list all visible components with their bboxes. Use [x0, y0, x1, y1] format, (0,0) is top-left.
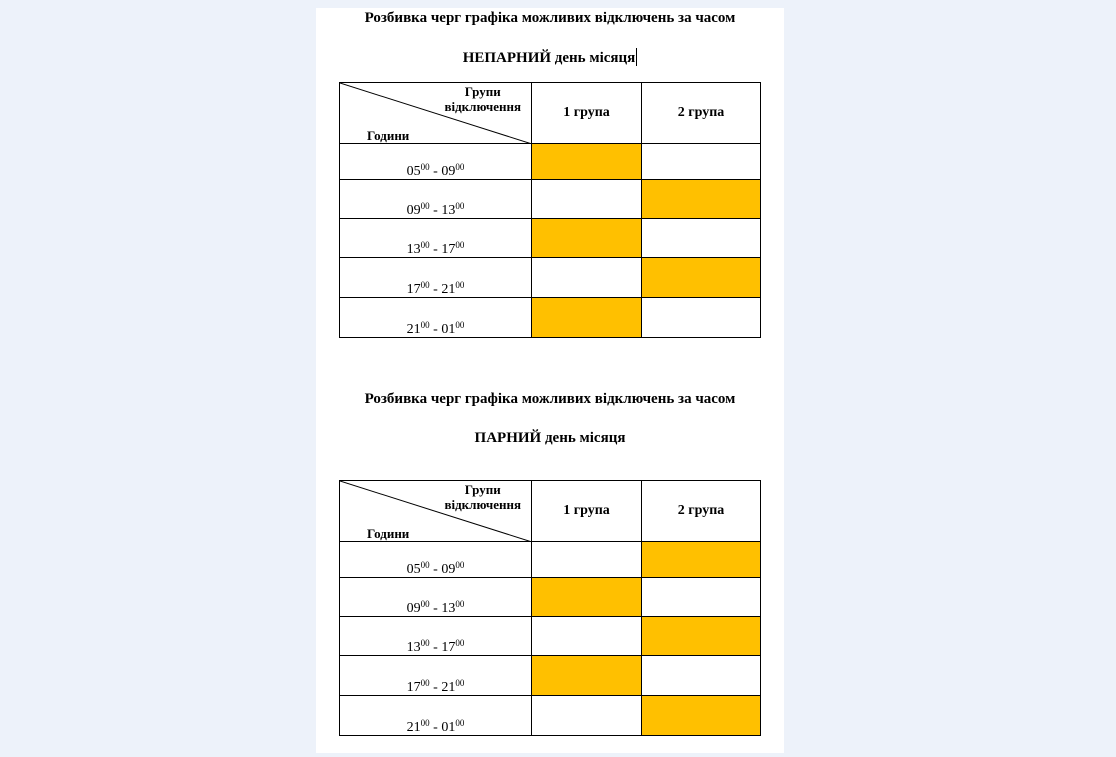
start-hour: 21 — [406, 720, 421, 735]
start-hour: 13 — [406, 640, 421, 655]
group1-slot — [532, 542, 642, 578]
group1-slot — [532, 656, 642, 696]
start-minutes: 00 — [420, 162, 430, 172]
range-dash: - — [429, 720, 442, 735]
time-row — [340, 180, 761, 219]
group2-header: 2 група — [642, 83, 761, 144]
schedule-subtitle-even: ПАРНИЙ день місяця — [474, 430, 626, 446]
start-minutes: 00 — [420, 599, 430, 609]
group2-slot — [642, 542, 761, 578]
time-row — [340, 219, 761, 258]
subtitle-text: НЕПАРНИЙ день місяця — [462, 50, 636, 66]
schedule-table-even — [339, 480, 761, 736]
group2-slot — [642, 656, 761, 696]
range-dash: - — [429, 164, 442, 179]
range-dash: - — [429, 640, 442, 655]
range-dash: - — [429, 680, 442, 695]
end-hour: 21 — [441, 680, 456, 695]
groups-label-line2: відключення — [444, 497, 521, 512]
time-slot-cell — [340, 144, 532, 180]
time-slot-cell — [340, 617, 532, 656]
end-minutes: 00 — [455, 280, 465, 290]
group2-slot — [642, 578, 761, 617]
end-minutes: 00 — [455, 162, 465, 172]
start-minutes: 00 — [420, 718, 430, 728]
group1-slot — [532, 144, 642, 180]
start-hour: 05 — [406, 562, 421, 577]
group2-slot — [642, 696, 761, 736]
groups-label — [444, 84, 521, 114]
group2-slot — [642, 298, 761, 338]
start-minutes: 00 — [420, 560, 430, 570]
range-dash: - — [429, 242, 442, 257]
hours-label: Години — [367, 128, 410, 143]
end-hour: 01 — [441, 322, 456, 337]
groups-label-line2: відключення — [444, 99, 521, 114]
group1-slot — [532, 298, 642, 338]
end-minutes: 00 — [455, 320, 465, 330]
schedule-table-odd — [339, 82, 761, 338]
time-slot-cell — [340, 542, 532, 578]
time-slot-cell — [340, 258, 532, 298]
schedule-title-odd: Розбивка черг графіка можливих відключень за часом — [364, 10, 736, 26]
group2-slot — [642, 180, 761, 219]
time-slot-cell — [340, 219, 532, 258]
end-hour: 09 — [441, 164, 456, 179]
header-row — [340, 83, 761, 144]
start-minutes: 00 — [420, 280, 430, 290]
end-minutes: 00 — [455, 599, 465, 609]
range-dash: - — [429, 601, 442, 616]
end-minutes: 00 — [455, 718, 465, 728]
start-hour: 09 — [406, 203, 421, 218]
end-hour: 13 — [441, 601, 456, 616]
group2-header: 2 група — [642, 481, 761, 542]
time-row — [340, 298, 761, 338]
text-cursor — [636, 48, 637, 66]
group1-slot — [532, 696, 642, 736]
group2-slot — [642, 144, 761, 180]
group2-slot — [642, 219, 761, 258]
range-dash: - — [429, 282, 442, 297]
hours-label: Години — [367, 526, 410, 541]
end-minutes: 00 — [455, 240, 465, 250]
start-hour: 13 — [406, 242, 421, 257]
time-row — [340, 258, 761, 298]
start-minutes: 00 — [420, 678, 430, 688]
start-hour: 17 — [406, 680, 421, 695]
range-dash: - — [429, 562, 442, 577]
groups-label-line1: Групи — [464, 482, 501, 497]
group1-slot — [532, 617, 642, 656]
header-corner-cell — [340, 83, 532, 144]
start-minutes: 00 — [420, 201, 430, 211]
groups-label-line1: Групи — [464, 84, 501, 99]
end-hour: 13 — [441, 203, 456, 218]
end-hour: 21 — [441, 282, 456, 297]
group1-slot — [532, 180, 642, 219]
group1-slot — [532, 258, 642, 298]
group2-slot — [642, 258, 761, 298]
end-hour: 17 — [441, 242, 456, 257]
group1-slot — [532, 219, 642, 258]
time-row — [340, 144, 761, 180]
start-hour: 17 — [406, 282, 421, 297]
time-slot-cell — [340, 298, 532, 338]
time-slot-cell — [340, 656, 532, 696]
start-minutes: 00 — [420, 240, 430, 250]
end-hour: 01 — [441, 720, 456, 735]
time-row — [340, 617, 761, 656]
time-slot-cell — [340, 180, 532, 219]
end-minutes: 00 — [455, 560, 465, 570]
end-hour: 17 — [441, 640, 456, 655]
document-page — [316, 8, 784, 753]
start-hour: 21 — [406, 322, 421, 337]
time-row — [340, 542, 761, 578]
start-minutes: 00 — [420, 320, 430, 330]
schedule-title-even: Розбивка черг графіка можливих відключень за часом — [364, 391, 736, 407]
groups-label — [444, 482, 521, 512]
range-dash: - — [429, 203, 442, 218]
header-row — [340, 481, 761, 542]
end-minutes: 00 — [455, 201, 465, 211]
time-row — [340, 578, 761, 617]
schedule-subtitle-odd — [316, 48, 784, 67]
range-dash: - — [429, 322, 442, 337]
start-hour: 09 — [406, 601, 421, 616]
time-row — [340, 656, 761, 696]
time-row — [340, 696, 761, 736]
start-minutes: 00 — [420, 638, 430, 648]
group1-slot — [532, 578, 642, 617]
header-corner-cell — [340, 481, 532, 542]
start-hour: 05 — [406, 164, 421, 179]
end-minutes: 00 — [455, 678, 465, 688]
end-hour: 09 — [441, 562, 456, 577]
group2-slot — [642, 617, 761, 656]
group1-header: 1 група — [532, 481, 642, 542]
end-minutes: 00 — [455, 638, 465, 648]
time-slot-cell — [340, 578, 532, 617]
group1-header: 1 група — [532, 83, 642, 144]
time-slot-cell — [340, 696, 532, 736]
